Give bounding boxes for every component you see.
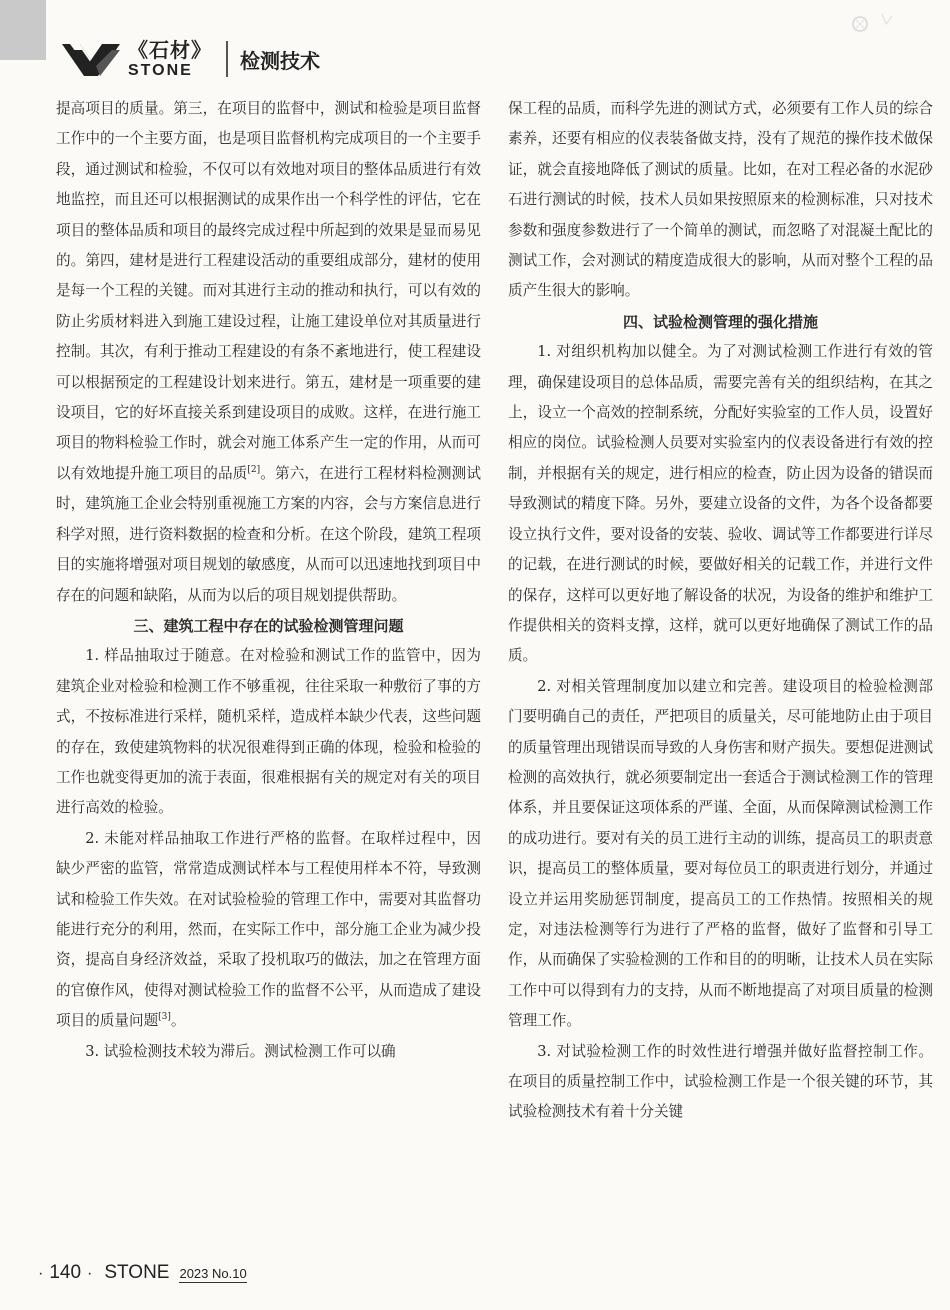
page-header [60,36,320,82]
footer-issue: 2023 No.10 [179,1266,247,1281]
journal-name-en: STONE [128,61,193,79]
journal-name-cn: 《石材》 [128,37,212,62]
paragraph: 3. 对试验检测工作的时效性进行增强并做好监督控制工作。在项目的质量控制工作中，试验检测工作是一个很关键的环节，其试验检测技术有着十分关键 [508,1042,933,1121]
section-title: 检测技术 [240,48,320,73]
library-stamp-mark [842,8,902,36]
footer-bullet: · [38,1265,44,1282]
footer-journal: STONE [104,1262,170,1283]
citation-ref: [2] [247,465,261,476]
paragraph: 2. 对相关管理制度加以建立和完善。建设项目的检验检测部门要明确自己的责任，严把项目的质量关，尽可能地防止由于项目的质量管理出现错误而导致的人身伤害和财产损失。要想促进测试检测的高效执行，就必须要制定出一套适合于测试检测工作的管理体系，并且要保证这项体系的严谨、全面，从而保障测试检测工作的成功进行。要对有关的员工进行主动的训练，提高员工的职责意识，提高员工的整体质量，要对每位员工的职责进行划分，并通过设立并运用奖励惩罚制度，提高员工的工作热情。按照相关的规定，对违法检测等行为进行了严格的监督，做好了监督和引导工作，从而确保了实验检测的工作和目的的明晰，让技术人员在实际工作中可以得到有力的支持，从而不断地提高了对项目质量的检测管理工作。 [508,677,933,1030]
logo-wordmark [128,37,212,79]
left-column [56,94,481,1067]
section-heading: 四、试验检测管理的强化措施 [622,312,818,331]
paragraph: 3. 试验检测技术较为滞后。测试检测工作可以确 [85,1042,396,1060]
paragraph: 2. 未能对样品抽取工作进行严格的监督。在取样过程中，因缺少严密的监管，常常造成测试样本与工程使用样本不符，导致测试和检验工作失效。在对试验检验的管理工作中，需要对其监督功能进行充分的利用，然而，在实际工作中，部分施工企业为减少投资，提高自身经济效益，采取了投机取巧的做法，加之在管理方面的官僚作风，使得对测试检验工作的监督不公平，从而造成了建设项目的质量问题[3]。 [56,829,481,1030]
paragraph: 1. 对组织机构加以健全。为了对测试检测工作进行有效的管理，确保建设项目的总体品质，需要完善有关的组织结构，在其之上，设立一个高效的控制系统，分配好实验室的工作人员，设置好相应的岗位。试验检测人员要对实验室内的仪表设备进行有效的控制，并根据有关的规定，进行相应的检查，防止因为设备的错误而导致测试的精度下降。另外，要建立设备的文件，为各个设备都要设立执行文件，要对设备的安装、验收、调试等工作都要进行详尽的记载，在进行测试的时候，要做好相关的记载工作，并进行文件的保存，这样可以更好地了解设备的状况，为设备的维护和维护工作提供相关的资料支撑，这样，就可以更好地确保了测试工作的品质。 [508,343,933,665]
stone-logo-icon [60,36,122,82]
header-divider [226,41,228,77]
paragraph: 1. 样品抽取过于随意。在对检验和测试工作的监管中，因为建筑企业对检验和检测工作不够重视，往往采取一种敷衍了事的方式，不按标准进行采样，随机采样，造成样本缺少代表，这些问题的存在，致使建筑物料的状况很难得到正确的体现，检验和检验的工作也就变得更加的流于表面，很难根据有关的规定对有关的项目进行高效的检验。 [56,647,481,817]
section-heading: 三、建筑工程中存在的试验检测管理问题 [133,616,404,635]
paragraph: 保工程的品质，而科学先进的测试方式，必须要有工作人员的综合素养，还要有相应的仪表装备做支持，没有了规范的操作技术做保证，就会直接地降低了测试的质量。比如，在对工程必备的水泥砂石进行测试的时候，技术人员如果按照原来的检测标准，只对技术参数和强度参数进行了一个简单的测试，而忽略了对混凝土配比的测试工作，会对测试的精度造成很大的影响，从而对整个工程的品质产生很大的影响。 [508,100,933,300]
footer-separator: · [87,1265,93,1282]
corner-color-bar [0,0,46,60]
page-footer [38,1262,247,1284]
paragraph: 提高项目的质量。第三，在项目的监督中，测试和检验是项目监督工作中的一个主要方面，也是项目监督机构完成项目的一个主要手段，通过测试和检验，不仅可以有效地对项目的整体品质进行有效地监控，而且还可以根据测试的成果作出一个科学性的评估，它在项目的整体品质和项目的最终完成过程中所起到的效果是显而易见的。第四，建材是进行工程建设活动的重要组成部分，建材的使用是每一个工程的关键。而对其进行主动的推动和执行，可以有效的防止劣质材料进入到施工建设过程，让施工建设单位对其质量进行控制。其次，有利于推动工程建设的有条不紊地进行，使工程建设可以根据预定的工程建设计划来进行。第五，建材是一项重要的建设项目，它的好坏直接关系到建设项目的成败。这样，在进行施工项目的物料检验工作时，就会对施工体系产生一定的作用，从而可以有效地提升施工项目的品质[2]。第六，在进行工程材料检测测试时，建筑施工企业会特别重视施工方案的内容，会与方案信息进行科学对照，进行资料数据的检查和分析。在这个阶段，建筑工程项目的实施将增强对项目规划的敏感度，从而可以迅速地找到项目中存在的问题和缺陷，从而为以后的项目规划提供帮助。 [56,100,481,604]
page-number: 140 [49,1262,82,1283]
right-column [508,94,933,1128]
citation-ref: [3] [158,1012,171,1023]
